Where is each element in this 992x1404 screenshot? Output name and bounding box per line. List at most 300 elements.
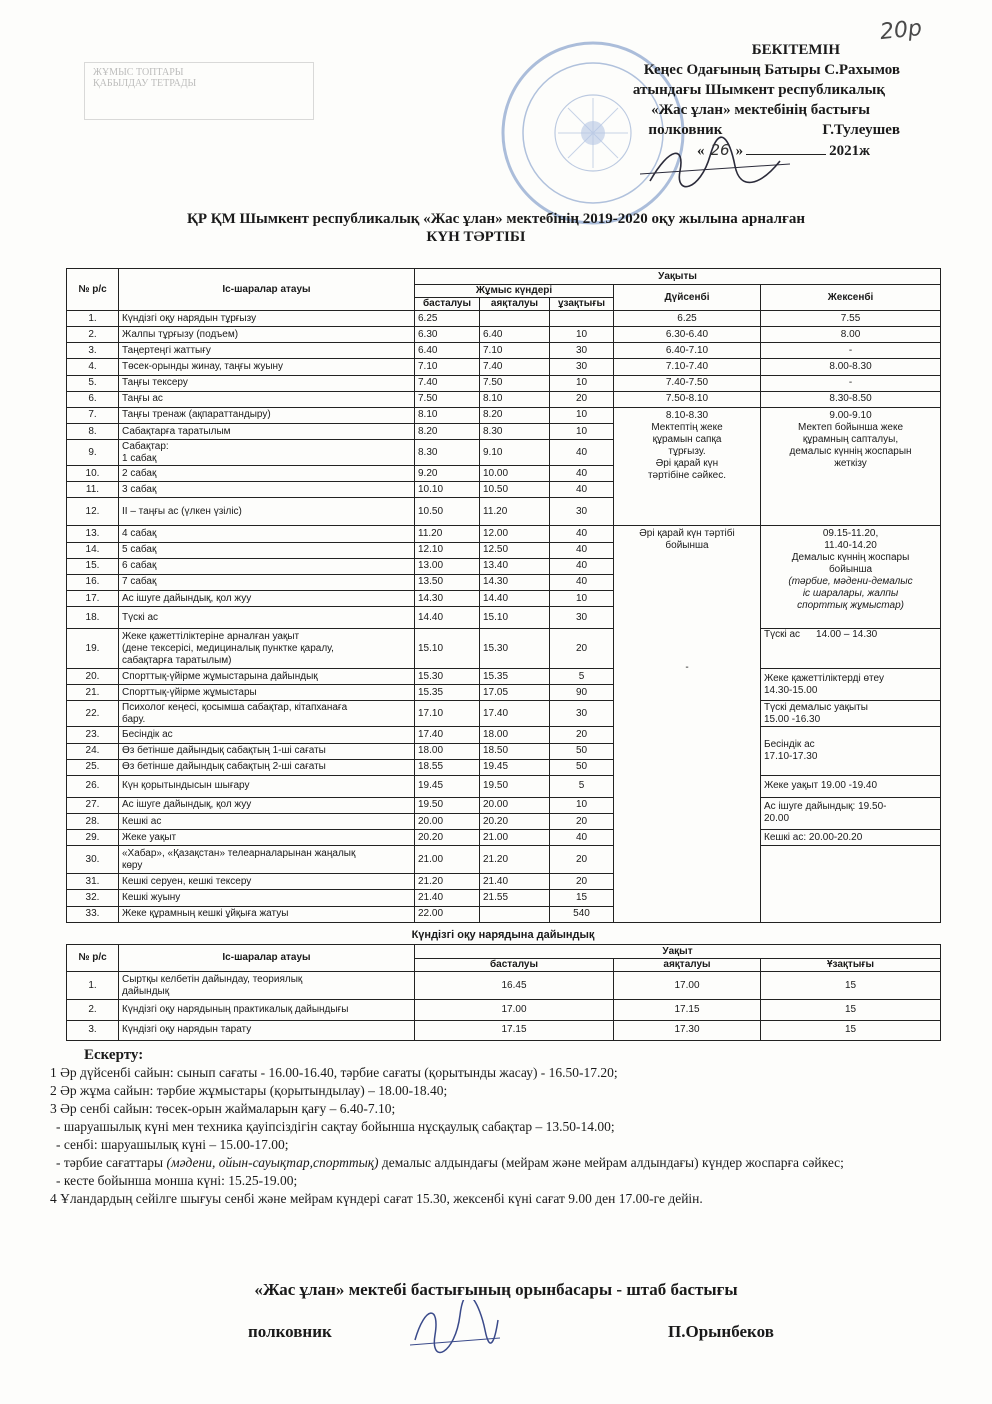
row-dur: 30 (550, 498, 614, 526)
row-start: 10.10 (415, 482, 480, 498)
daily-schedule-table (66, 268, 941, 923)
row-end: 12.00 (480, 526, 550, 542)
sunday-block-day (761, 526, 941, 629)
table-row (67, 669, 941, 685)
table-row (67, 407, 941, 423)
sub-header-num: № р/с (67, 945, 119, 972)
sunday-block-line: іс шаралары, жалпы (802, 588, 899, 600)
monday-block-morning (614, 407, 761, 526)
row-start: 17.15 (415, 1020, 614, 1041)
sunday-personal-evening: Жеке уақыт 19.00 -19.40 (761, 775, 941, 797)
row-dur: 50 (550, 759, 614, 775)
approval-line-5 (560, 120, 900, 140)
row-num: 4. (67, 359, 119, 375)
row-event: 7 сабақ (119, 574, 415, 590)
row-start: 6.25 (415, 311, 480, 327)
row-end: 21.55 (480, 890, 550, 906)
row-event-line: дайындық (122, 985, 170, 997)
row-event: Ас ішуге дайындық, қол жуу (119, 590, 415, 606)
row-dur: 5 (550, 669, 614, 685)
row-num: 31. (67, 874, 119, 890)
row-end: 20.20 (480, 813, 550, 829)
row-dur: 20 (550, 813, 614, 829)
table-row (67, 391, 941, 407)
row-event: Бесіндік ас (119, 727, 415, 743)
row-start: 17.10 (415, 701, 480, 727)
title-line-2: КҮН ТӘРТІБІ (426, 229, 526, 245)
table-row (67, 526, 941, 542)
sunday-rest-line: Түскі демалыс уақыты (764, 701, 868, 713)
row-end: 15.10 (480, 607, 550, 629)
table-row (67, 701, 941, 727)
row-num: 20. (67, 669, 119, 685)
row-dur: 40 (550, 482, 614, 498)
header-start: басталуы (415, 298, 480, 311)
sunday-block-line: 11.40-14.20 (824, 540, 877, 552)
row-start: 14.30 (415, 590, 480, 606)
row-start: 17.00 (415, 1000, 614, 1021)
row-dur: 50 (550, 743, 614, 759)
approval-rank: полковник (648, 122, 723, 138)
row-end: 18.50 (480, 743, 550, 759)
sunday-prep-line: Ас ішуге дайындық: 19.50- (764, 801, 887, 813)
faint-stamp (84, 62, 314, 120)
approval-name: Г.Тулеушев (822, 122, 900, 138)
row-sunday: - (761, 375, 941, 391)
row-event (119, 440, 415, 466)
sunday-personal-line: 14.30-15.00 (764, 684, 818, 696)
monday-block-line: бойынша (665, 540, 709, 552)
row-num: 3. (67, 343, 119, 359)
row-event: Төсек-орынды жинау, таңғы жуыну (119, 359, 415, 375)
row-event: Таңғы тренаж (ақпараттандыру) (119, 407, 415, 423)
sunday-personal-line: Жеке қажеттіліктерді өтеу (764, 672, 884, 684)
sub-table-title: Күндізгі оқу нарядына дайындық (411, 929, 595, 941)
row-end: 8.30 (480, 423, 550, 439)
row-end: 8.20 (480, 407, 550, 423)
row-sunday: 8.00-8.30 (761, 359, 941, 375)
row-start: 6.30 (415, 327, 480, 343)
row-end (480, 311, 550, 327)
approval-title: БЕКІТЕМІН (751, 42, 840, 58)
row-event: Спорттық-үйірме жұмыстарына дайындық (119, 669, 415, 685)
row-dur: 40 (550, 526, 614, 542)
row-start: 10.50 (415, 498, 480, 526)
row-dur: 20 (550, 727, 614, 743)
row-event (119, 701, 415, 727)
row-num: 15. (67, 558, 119, 574)
row-end: 17.30 (614, 1020, 761, 1041)
sunday-block-line: жеткізу (834, 457, 867, 469)
row-event: 6 сабақ (119, 558, 415, 574)
row-end: 8.10 (480, 391, 550, 407)
sunday-block-line: 9.00-9.10 (829, 409, 872, 421)
handwritten-note: 20р (878, 15, 924, 46)
row-dur: 10 (550, 375, 614, 391)
monday-block-line: 8.10-8.30 (665, 409, 709, 421)
row-dur: 10 (550, 797, 614, 813)
row-end: 7.50 (480, 375, 550, 391)
note-3-dash-4: - кесте бойынша монша күні: 15.25-19.00; (56, 1173, 298, 1188)
note-3: 3 Әр сенбі сайын: төсек-орын жаймаларын қағу – 6.40-7.10; (50, 1101, 396, 1116)
sunday-block-line: Мектеп бойынша жеке (798, 421, 904, 433)
row-end: 19.45 (480, 759, 550, 775)
footer-rank: полковник (248, 1322, 332, 1341)
note-3-dash-1: - шаруашылық күні мен техника қауіпсіздігін сақтау бойынша нұсқаулық сабақтар – 13.50-14.00; (56, 1119, 615, 1134)
note-3-dash-2: - сенбі: шаруашылық күні – 15.00-17.00; (56, 1137, 289, 1152)
monday-block-line: тәртібіне сәйкес. (647, 469, 727, 481)
row-event: Спорттық-үйірме жұмыстары (119, 685, 415, 701)
row-event: Ас ішуге дайындық, қол жуу (119, 797, 415, 813)
date-quote-close: » (735, 143, 744, 159)
monday-block-line: тұрғызу. (668, 445, 706, 457)
row-end (480, 906, 550, 922)
row-dur: 540 (550, 906, 614, 922)
row-num: 10. (67, 466, 119, 482)
row-event (119, 629, 415, 669)
note-dash-3-part-b: (мәдени, ойын-сауықтар,спорттық) (166, 1155, 379, 1170)
row-event-line: Психолог кеңесі, қосымша сабақтар, кітапханаға (122, 701, 348, 713)
row-dur: 20 (550, 846, 614, 874)
row-event: Таңғы ас (119, 391, 415, 407)
row-dur: 10 (550, 407, 614, 423)
header-num: № р/с (67, 269, 119, 311)
row-num: 26. (67, 775, 119, 797)
sunday-lunch (761, 629, 941, 669)
row-end: 21.40 (480, 874, 550, 890)
row-num: 22. (67, 701, 119, 727)
row-sunday: 7.55 (761, 311, 941, 327)
date-year: 2021ж (829, 143, 870, 159)
row-event-line: көру (122, 859, 143, 871)
row-end: 18.00 (480, 727, 550, 743)
table-row (67, 311, 941, 327)
document-title (0, 210, 992, 246)
row-end: 17.15 (614, 1000, 761, 1021)
sunday-snack-line: Бесіндік ас (764, 739, 815, 751)
header-time: Уақыты (415, 269, 941, 285)
row-num: 6. (67, 391, 119, 407)
row-dur: 20 (550, 874, 614, 890)
row-dur: 20 (550, 629, 614, 669)
row-num: 14. (67, 542, 119, 558)
note-2: 2 Әр жұма сайын: тәрбие жұмыстары (қорытындылау) – 18.00-18.40; (50, 1083, 448, 1098)
row-monday: 7.10-7.40 (614, 359, 761, 375)
row-end: 7.40 (480, 359, 550, 375)
row-start: 17.40 (415, 727, 480, 743)
row-dur: 15 (761, 972, 941, 1000)
row-start: 15.35 (415, 685, 480, 701)
row-event: Кешкі серуен, кешкі тексеру (119, 874, 415, 890)
header-workdays: Жұмыс күндері (415, 285, 614, 298)
table-row (67, 775, 941, 797)
row-dur: 40 (550, 830, 614, 846)
table-row (67, 1020, 941, 1041)
row-end: 13.40 (480, 558, 550, 574)
row-event (119, 972, 415, 1000)
date-quote-open: « (697, 143, 705, 159)
date-day: 26 (710, 141, 730, 159)
header-monday: Дүйсенбі (614, 285, 761, 311)
row-num: 7. (67, 407, 119, 423)
table-row (67, 327, 941, 343)
approval-block (560, 40, 900, 161)
row-event: Өз бетінше дайындық сабақтың 2-ші сағаты (119, 759, 415, 775)
row-sunday: 8.00 (761, 327, 941, 343)
row-event-line: сабақтарға таратылым) (122, 654, 232, 666)
row-dur: 30 (550, 343, 614, 359)
table-row (67, 343, 941, 359)
row-dur: 15 (761, 1000, 941, 1021)
table-row (67, 1000, 941, 1021)
sunday-personal (761, 669, 941, 701)
sunday-block-line: (тәрбие, мәдени-демалыс (788, 576, 913, 588)
row-start: 21.40 (415, 890, 480, 906)
table-row (67, 972, 941, 1000)
row-end: 10.50 (480, 482, 550, 498)
sunday-snack-line: 17.10-17.30 (764, 751, 818, 763)
row-num: 2. (67, 1000, 119, 1021)
header-duration: ұзақтығы (550, 298, 614, 311)
row-start: 8.20 (415, 423, 480, 439)
row-event-line: Жеке қажеттіліктеріне арналған уақыт (122, 630, 300, 642)
approval-line-2: Кеңес Одағының Батыры С.Рахымов (643, 62, 900, 78)
sunday-block-line: Демалыс күннің жоспары (791, 552, 910, 564)
sub-header-event: Іс-шаралар атауы (119, 945, 415, 972)
row-dur: 15 (761, 1020, 941, 1041)
row-dur: 40 (550, 542, 614, 558)
row-sunday: 8.30-8.50 (761, 391, 941, 407)
row-dur: 15 (550, 890, 614, 906)
row-num: 1. (67, 311, 119, 327)
row-num: 12. (67, 498, 119, 526)
row-num: 30. (67, 846, 119, 874)
footer-title: «Жас ұлан» мектебі бастығының орынбасары - штаб бастығы (254, 1280, 738, 1299)
approval-line-3: атындағы Шымкент республикалық (632, 82, 885, 98)
row-num: 33. (67, 906, 119, 922)
row-event: 2 сабақ (119, 466, 415, 482)
row-event: 4 сабақ (119, 526, 415, 542)
monday-block-line: Әрі қарай күн тәртібі (639, 528, 735, 540)
row-start: 13.50 (415, 574, 480, 590)
row-event: 3 сабақ (119, 482, 415, 498)
table-row (67, 830, 941, 846)
row-start: 20.00 (415, 813, 480, 829)
monday-block-rest (614, 526, 761, 923)
approval-date (560, 140, 900, 161)
row-event: Түскі ас (119, 607, 415, 629)
row-num: 23. (67, 727, 119, 743)
sunday-snack (761, 727, 941, 775)
row-num: 24. (67, 743, 119, 759)
row-start: 12.10 (415, 542, 480, 558)
row-end: 17.40 (480, 701, 550, 727)
footer-name: П.Орынбеков (668, 1322, 774, 1341)
row-end: 12.50 (480, 542, 550, 558)
row-start: 15.10 (415, 629, 480, 669)
row-num: 27. (67, 797, 119, 813)
sunday-rest (761, 701, 941, 727)
note-4: 4 Ұландардың сейілге шығуы сенбі және мейрам күндері сағат 15.30, жексенбі күні сағат 9.00 ден 17.00-ге дейін. (50, 1191, 703, 1206)
row-event: Күндізгі оқу нарядын тарату (119, 1020, 415, 1041)
row-dur: 10 (550, 590, 614, 606)
table-row (67, 797, 941, 813)
row-dur: 10 (550, 327, 614, 343)
table-row (67, 846, 941, 874)
row-start: 13.00 (415, 558, 480, 574)
sunday-block-line: 09.15-11.20, (822, 528, 879, 540)
approval-line-4: «Жас ұлан» мектебінің бастығы (651, 102, 870, 118)
row-start: 15.30 (415, 669, 480, 685)
row-dur: 40 (550, 440, 614, 466)
monday-block-dash: - (685, 662, 689, 674)
row-event: Өз бетінше дайындық сабақтың 1-ші сағаты (119, 743, 415, 759)
row-monday: 7.50-8.10 (614, 391, 761, 407)
row-event: Жеке құрамның кешкі ұйқыға жатуы (119, 906, 415, 922)
sub-header-duration: Ұзақтығы (761, 959, 941, 972)
row-start: 22.00 (415, 906, 480, 922)
row-event: Таңғы тексеру (119, 375, 415, 391)
row-start: 19.50 (415, 797, 480, 813)
row-monday: 6.40-7.10 (614, 343, 761, 359)
sunday-block-line: құрамның сапталуы, (802, 433, 899, 445)
row-num: 18. (67, 607, 119, 629)
table-row (67, 629, 941, 669)
sunday-block-line: демалыс күннің жоспарын (789, 445, 912, 457)
row-num: 21. (67, 685, 119, 701)
row-event: 5 сабақ (119, 542, 415, 558)
sunday-lunch-label: Түскі ас (764, 629, 801, 641)
row-start: 21.00 (415, 846, 480, 874)
deputy-signature-icon (410, 1300, 500, 1360)
row-event: Сабақтарға таратылым (119, 423, 415, 439)
row-num: 19. (67, 629, 119, 669)
sunday-block-morning (761, 407, 941, 526)
row-monday: 7.40-7.50 (614, 375, 761, 391)
row-event: Жеке уақыт (119, 830, 415, 846)
row-event-line: бару. (122, 713, 146, 725)
row-end: 7.10 (480, 343, 550, 359)
row-event-line: «Хабар», «Қазақстан» телеарналарынан жаңалық (122, 847, 356, 859)
row-event: Күндізгі оқу нарядын тұрғызу (119, 311, 415, 327)
sub-header-end: аяқталуы (614, 959, 761, 972)
row-event: Жалпы тұрғызу (подъем) (119, 327, 415, 343)
faint-stamp-line-1: ЖҰМЫС ТОПТАРЫ (93, 67, 184, 78)
row-dur: 5 (550, 775, 614, 797)
row-dur: 20 (550, 391, 614, 407)
table-row (67, 359, 941, 375)
header-event: Іс-шаралар атауы (119, 269, 415, 311)
row-end: 11.20 (480, 498, 550, 526)
row-num: 11. (67, 482, 119, 498)
row-end: 21.00 (480, 830, 550, 846)
row-start: 7.10 (415, 359, 480, 375)
notes-heading: Ескерту: (84, 1047, 144, 1063)
note-dash-3-part-a: - тәрбие сағаттары (56, 1155, 167, 1170)
monday-block-line: құрамын сапқа (652, 433, 722, 445)
row-event: II – таңғы ас (үлкен үзіліс) (119, 498, 415, 526)
row-dur: 30 (550, 607, 614, 629)
faint-stamp-line-2: ҚАБЫЛДАУ ТЕТРАДЫ (93, 78, 197, 89)
row-dur: 10 (550, 423, 614, 439)
note-3-dash-3 (50, 1154, 920, 1172)
row-event: Күндізгі оқу нарядының практикалық дайындығы (119, 1000, 415, 1021)
row-num: 32. (67, 890, 119, 906)
row-end: 6.40 (480, 327, 550, 343)
sub-header-time: Уақыт (415, 945, 941, 959)
row-num: 1. (67, 972, 119, 1000)
row-num: 17. (67, 590, 119, 606)
row-num: 29. (67, 830, 119, 846)
row-start: 18.55 (415, 759, 480, 775)
row-event (119, 846, 415, 874)
row-start: 16.45 (415, 972, 614, 1000)
row-num: 9. (67, 440, 119, 466)
row-end: 10.00 (480, 466, 550, 482)
sunday-dinner: Кешкі ас: 20.00-20.20 (761, 830, 941, 846)
row-num: 16. (67, 574, 119, 590)
row-end: 17.05 (480, 685, 550, 701)
monday-block-line: Әрі қарай күн (655, 457, 719, 469)
row-event: Кешкі ас (119, 813, 415, 829)
sunday-empty (761, 846, 941, 923)
header-end: аяқталуы (480, 298, 550, 311)
row-event: Күн қорытындысын шығару (119, 775, 415, 797)
row-dur: 40 (550, 466, 614, 482)
row-end: 14.30 (480, 574, 550, 590)
row-start: 7.40 (415, 375, 480, 391)
row-sunday: - (761, 343, 941, 359)
row-start: 18.00 (415, 743, 480, 759)
sub-header-start: басталуы (415, 959, 614, 972)
row-end: 9.10 (480, 440, 550, 466)
note-dash-3-part-c: демалыс алдындағы (мейрам және мейрам алдындағы) күндер жоспарға сәйкес; (378, 1155, 844, 1170)
row-start: 9.20 (415, 466, 480, 482)
row-dur: 30 (550, 359, 614, 375)
sunday-prep (761, 797, 941, 829)
row-num: 5. (67, 375, 119, 391)
row-num: 2. (67, 327, 119, 343)
row-end: 21.20 (480, 846, 550, 874)
row-monday: 6.25 (614, 311, 761, 327)
duty-prep-table (66, 944, 941, 1041)
row-num: 25. (67, 759, 119, 775)
header-sunday: Жексенбі (761, 285, 941, 311)
row-event: Таңертеңгі жаттығу (119, 343, 415, 359)
row-start: 8.30 (415, 440, 480, 466)
row-dur: 90 (550, 685, 614, 701)
table-row (67, 727, 941, 743)
row-dur: 40 (550, 574, 614, 590)
note-1: 1 Әр дүйсенбі сайын: сынып сағаты - 16.00-16.40, тәрбие сағаты (қорытынды жасау) - 16.50-17.20; (50, 1065, 618, 1080)
row-num: 28. (67, 813, 119, 829)
row-start: 14.40 (415, 607, 480, 629)
row-start: 19.45 (415, 775, 480, 797)
row-end: 20.00 (480, 797, 550, 813)
row-start: 21.20 (415, 874, 480, 890)
row-start: 11.20 (415, 526, 480, 542)
sunday-rest-line: 15.00 -16.30 (764, 713, 821, 725)
row-num: 8. (67, 423, 119, 439)
row-event: Кешкі жуыну (119, 890, 415, 906)
row-end: 15.30 (480, 629, 550, 669)
row-monday: 6.30-6.40 (614, 327, 761, 343)
row-start: 7.50 (415, 391, 480, 407)
title-line-1: ҚР ҚМ Шымкент республикалық «Жас ұлан» мектебінің 2019-2020 оқу жылына арналған (186, 211, 806, 227)
row-event-line: (дене тексерісі, медициналық пунктке қаралу, (122, 642, 334, 654)
row-start: 6.40 (415, 343, 480, 359)
row-dur (550, 311, 614, 327)
